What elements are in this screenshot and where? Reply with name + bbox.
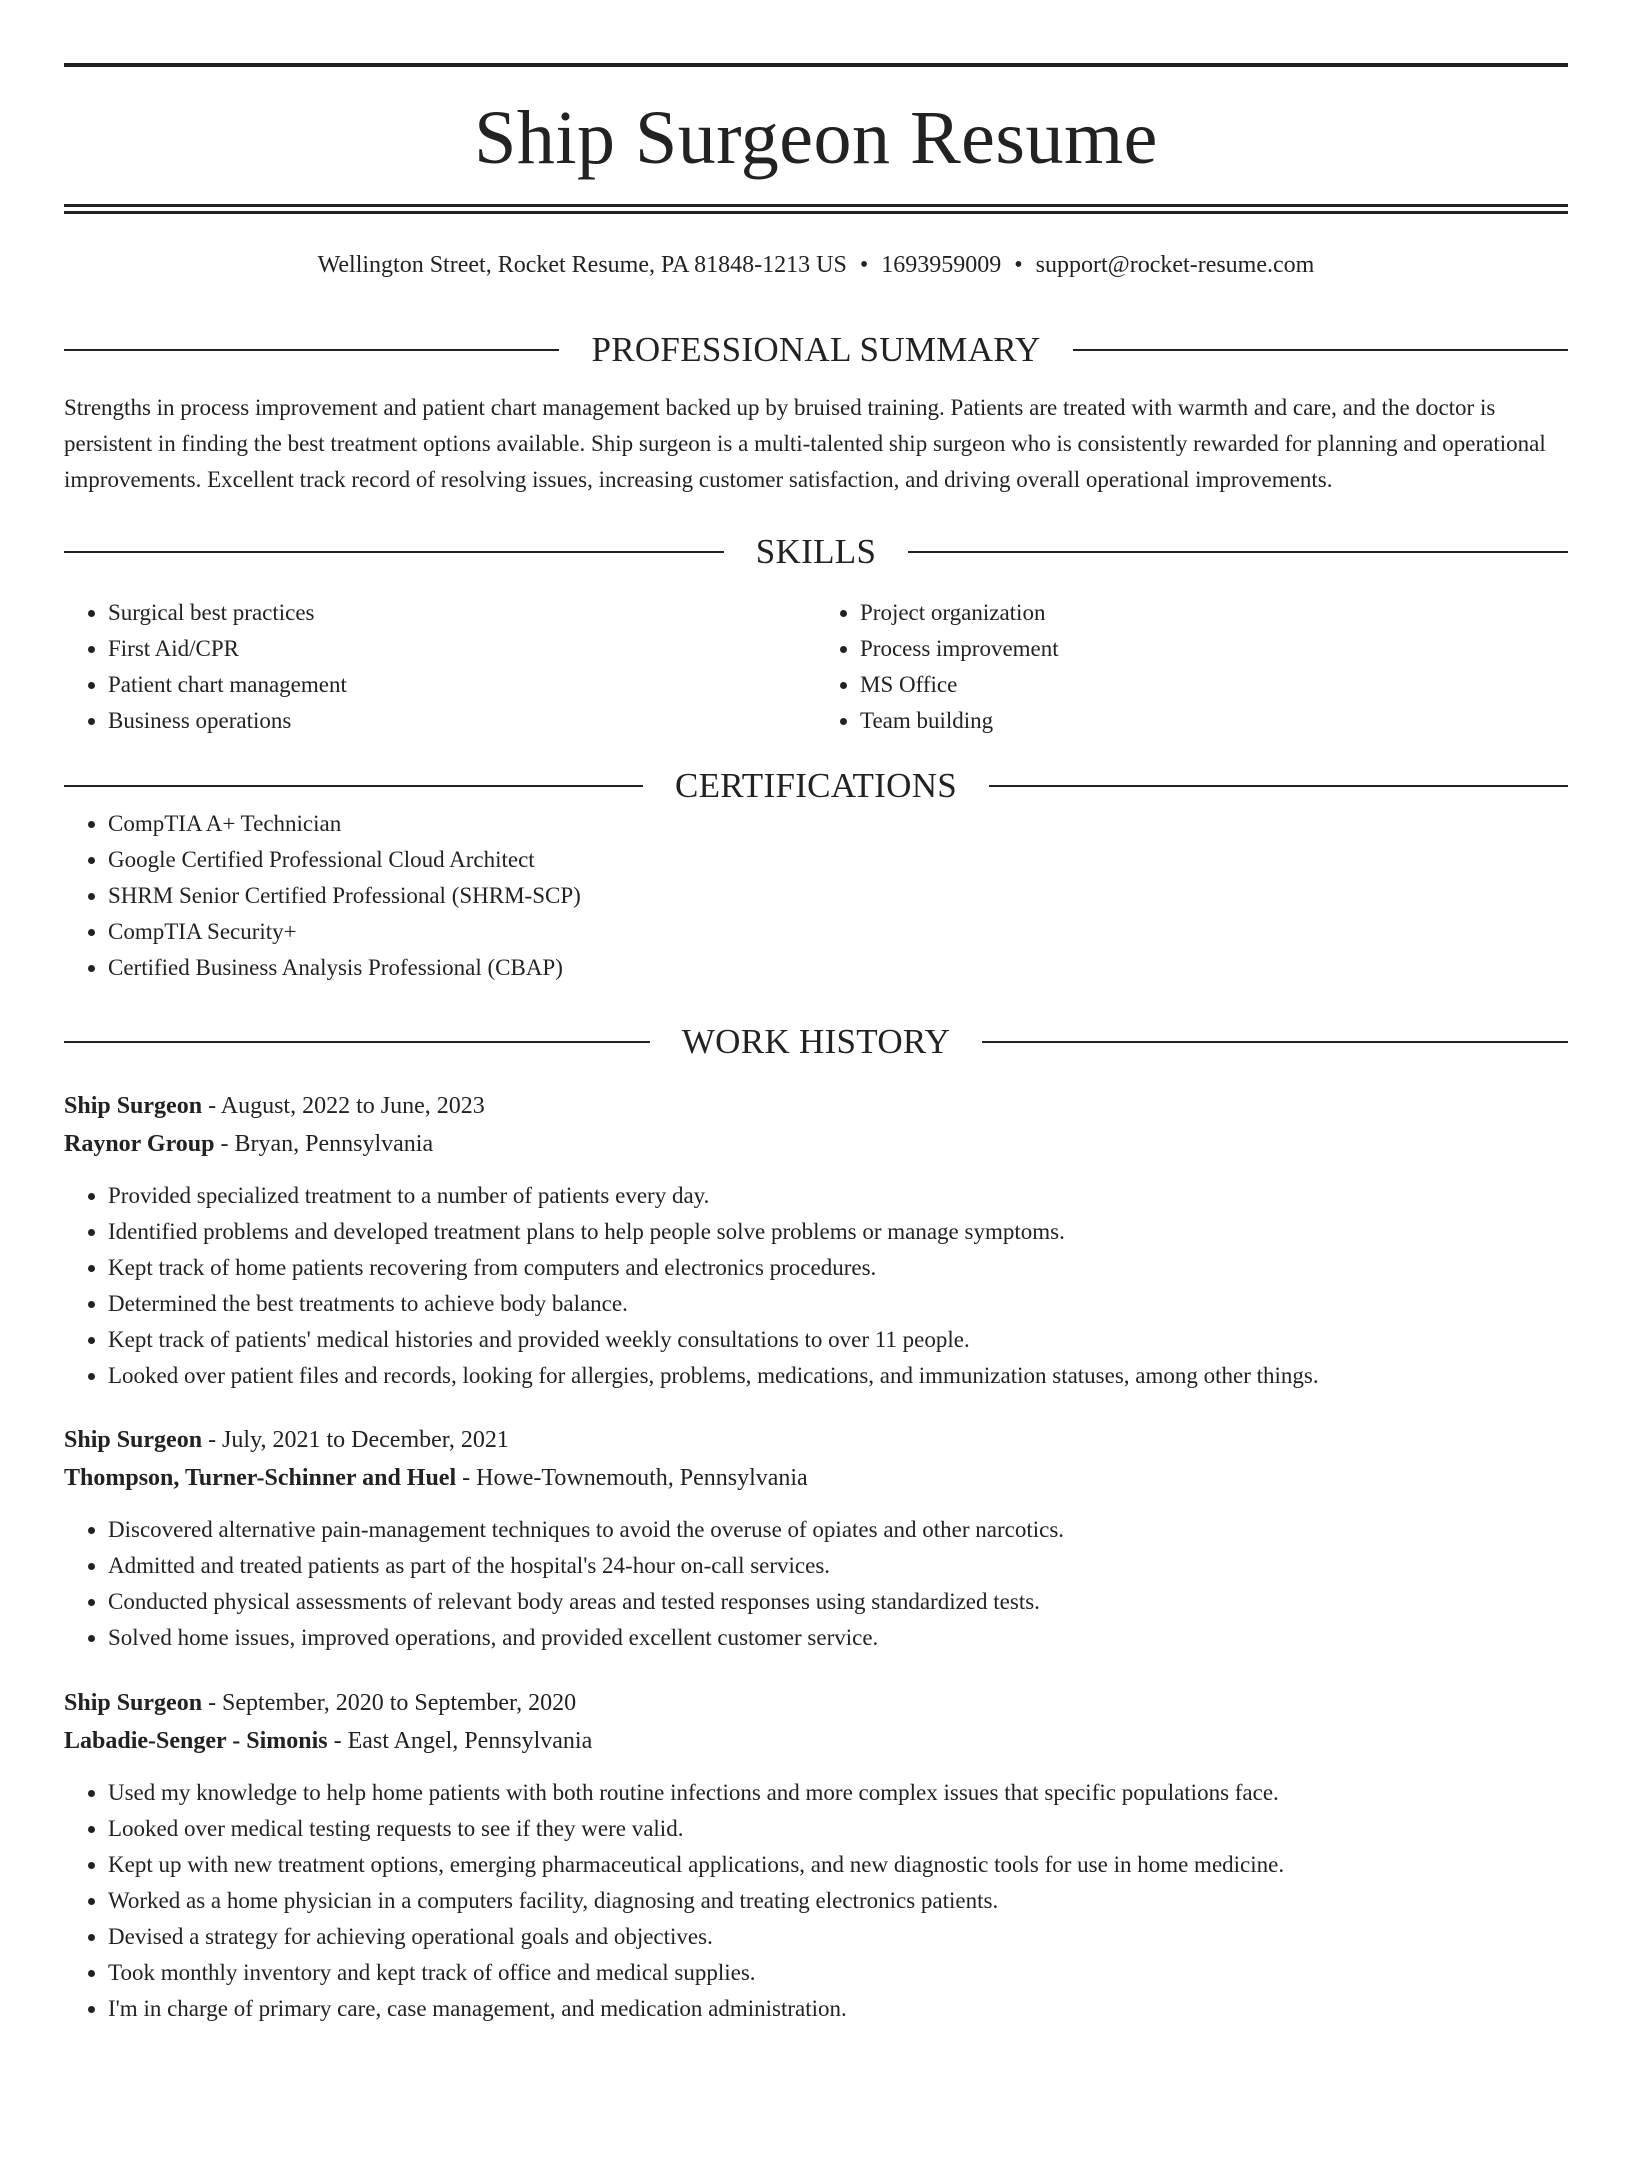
job-bullet: • Discovered alternative pain-management techniques to avoid the overuse of opiates and other narcotics. — [108, 1512, 1568, 1548]
job-title-line — [64, 1087, 1568, 1125]
job-employer-line — [64, 1125, 1568, 1163]
certification-item: • CompTIA A+ Technician — [108, 806, 1568, 842]
skills-heading — [64, 532, 1568, 572]
skills-list-left — [64, 595, 816, 739]
heading-rule-right — [908, 551, 1568, 553]
summary-heading — [64, 330, 1568, 370]
skill-item: • Process improvement — [860, 631, 1568, 667]
skills-columns — [64, 595, 1568, 739]
job-dates: - September, 2020 to September, 2020 — [208, 1690, 577, 1716]
job-bullet: • I'm in charge of primary care, case management, and medication administration. — [108, 1991, 1568, 2027]
heading-rule-left — [64, 551, 724, 553]
job-title-line — [64, 1684, 1568, 1722]
contact-email: support@rocket-resume.com — [1035, 252, 1315, 278]
resume-title: Ship Surgeon Resume — [474, 96, 1158, 180]
job-bullet: • Kept up with new treatment options, emerging pharmaceutical applications, and new diagnostic tools for use in home medicine. — [108, 1847, 1568, 1883]
job-bullet: • Looked over medical testing requests to see if they were valid. — [108, 1811, 1568, 1847]
job-employer: Raynor Group — [64, 1131, 215, 1157]
job-entry — [64, 1684, 1568, 2027]
certification-item: • Google Certified Professional Cloud Architect — [108, 842, 1568, 878]
job-location: - Howe-Townemouth, Pennsylvania — [462, 1465, 808, 1491]
contact-line — [64, 250, 1568, 280]
heading-rule-right — [1073, 349, 1568, 351]
job-employer: Labadie-Senger - Simonis — [64, 1728, 328, 1754]
job-bullet: • Kept track of home patients recovering from computers and electronics procedures. — [108, 1250, 1568, 1286]
job-title: Ship Surgeon — [64, 1427, 203, 1453]
certifications-heading — [64, 766, 1568, 806]
certification-item: • Certified Business Analysis Professional (CBAP) — [108, 950, 1568, 986]
job-entry — [64, 1087, 1568, 1394]
job-bullet: • Provided specialized treatment to a number of patients every day. — [108, 1178, 1568, 1214]
job-title: Ship Surgeon — [64, 1690, 203, 1716]
skill-item: • Surgical best practices — [108, 595, 816, 631]
job-title-line — [64, 1421, 1568, 1459]
job-title: Ship Surgeon — [64, 1093, 203, 1119]
job-bullet: • Conducted physical assessments of relevant body areas and tested responses using standardized tests. — [108, 1584, 1568, 1620]
heading-rule-left — [64, 1041, 650, 1043]
job-location: - East Angel, Pennsylvania — [333, 1728, 593, 1754]
work-history-heading — [64, 1022, 1568, 1062]
heading-rule-left — [64, 785, 643, 787]
job-bullet: • Determined the best treatments to achieve body balance. — [108, 1286, 1568, 1322]
job-bullet: • Solved home issues, improved operations, and provided excellent customer service. — [108, 1620, 1568, 1656]
work-history-heading-text: WORK HISTORY — [681, 1022, 951, 1061]
job-entry — [64, 1421, 1568, 1656]
job-location: - Bryan, Pennsylvania — [220, 1131, 434, 1157]
certification-item: • CompTIA Security+ — [108, 914, 1568, 950]
contact-separator: • — [859, 252, 869, 278]
job-bullet: • Identified problems and developed treatment plans to help people solve problems or manage symptoms. — [108, 1214, 1568, 1250]
contact-address: Wellington Street, Rocket Resume, PA 81848-1213 US — [317, 252, 847, 278]
summary-heading-text: PROFESSIONAL SUMMARY — [591, 330, 1041, 369]
job-employer-line — [64, 1722, 1568, 1760]
job-employer-line — [64, 1459, 1568, 1497]
skill-item: • Patient chart management — [108, 667, 816, 703]
job-dates: - July, 2021 to December, 2021 — [208, 1427, 509, 1453]
heading-rule-left — [64, 349, 559, 351]
resume-page — [0, 63, 1632, 2175]
job-bullet: • Worked as a home physician in a computers facility, diagnosing and treating electronics patients. — [108, 1883, 1568, 1919]
double-rule — [64, 204, 1568, 214]
contact-phone: 1693959009 — [881, 252, 1002, 278]
job-bullet: • Devised a strategy for achieving operational goals and objectives. — [108, 1919, 1568, 1955]
skills-heading-text: SKILLS — [755, 532, 877, 571]
job-bullet: • Kept track of patients' medical histories and provided weekly consultations to over 11 people. — [108, 1322, 1568, 1358]
certifications-list — [64, 806, 1568, 986]
skill-item: • Team building — [860, 703, 1568, 739]
skills-list-right — [816, 595, 1568, 739]
skill-item: • Project organization — [860, 595, 1568, 631]
job-bullets — [64, 1512, 1568, 1656]
skill-item: • First Aid/CPR — [108, 631, 816, 667]
heading-rule-right — [982, 1041, 1568, 1043]
job-bullet: • Used my knowledge to help home patients with both routine infections and more complex issues that specific populations face. — [108, 1775, 1568, 1811]
job-bullet: • Took monthly inventory and kept track of office and medical supplies. — [108, 1955, 1568, 1991]
summary-text: Strengths in process improvement and patient chart management backed up by bruised training. Patients are treated with warmth and care, and the doctor is persistent in finding the best treatment options available. Ship surgeon is a multi-talented ship surgeon who is consistently rewarded for planning and operational improvements. Excellent track record of resolving issues, increasing customer satisfaction, and driving overall operational improvements. — [64, 395, 1546, 492]
skill-item: • MS Office — [860, 667, 1568, 703]
job-dates: - August, 2022 to June, 2023 — [208, 1093, 485, 1119]
job-bullet: • Admitted and treated patients as part of the hospital's 24-hour on-call services. — [108, 1548, 1568, 1584]
heading-rule-right — [989, 785, 1568, 787]
job-bullets — [64, 1775, 1568, 2027]
job-employer: Thompson, Turner-Schinner and Huel — [64, 1465, 457, 1491]
job-bullets — [64, 1178, 1568, 1394]
skill-item: • Business operations — [108, 703, 816, 739]
certification-item: • SHRM Senior Certified Professional (SHRM-SCP) — [108, 878, 1568, 914]
certifications-heading-text: CERTIFICATIONS — [674, 766, 958, 805]
contact-separator: • — [1014, 252, 1023, 278]
job-bullet: • Looked over patient files and records, looking for allergies, problems, medications, and immunization statuses, among other things. — [108, 1358, 1568, 1394]
